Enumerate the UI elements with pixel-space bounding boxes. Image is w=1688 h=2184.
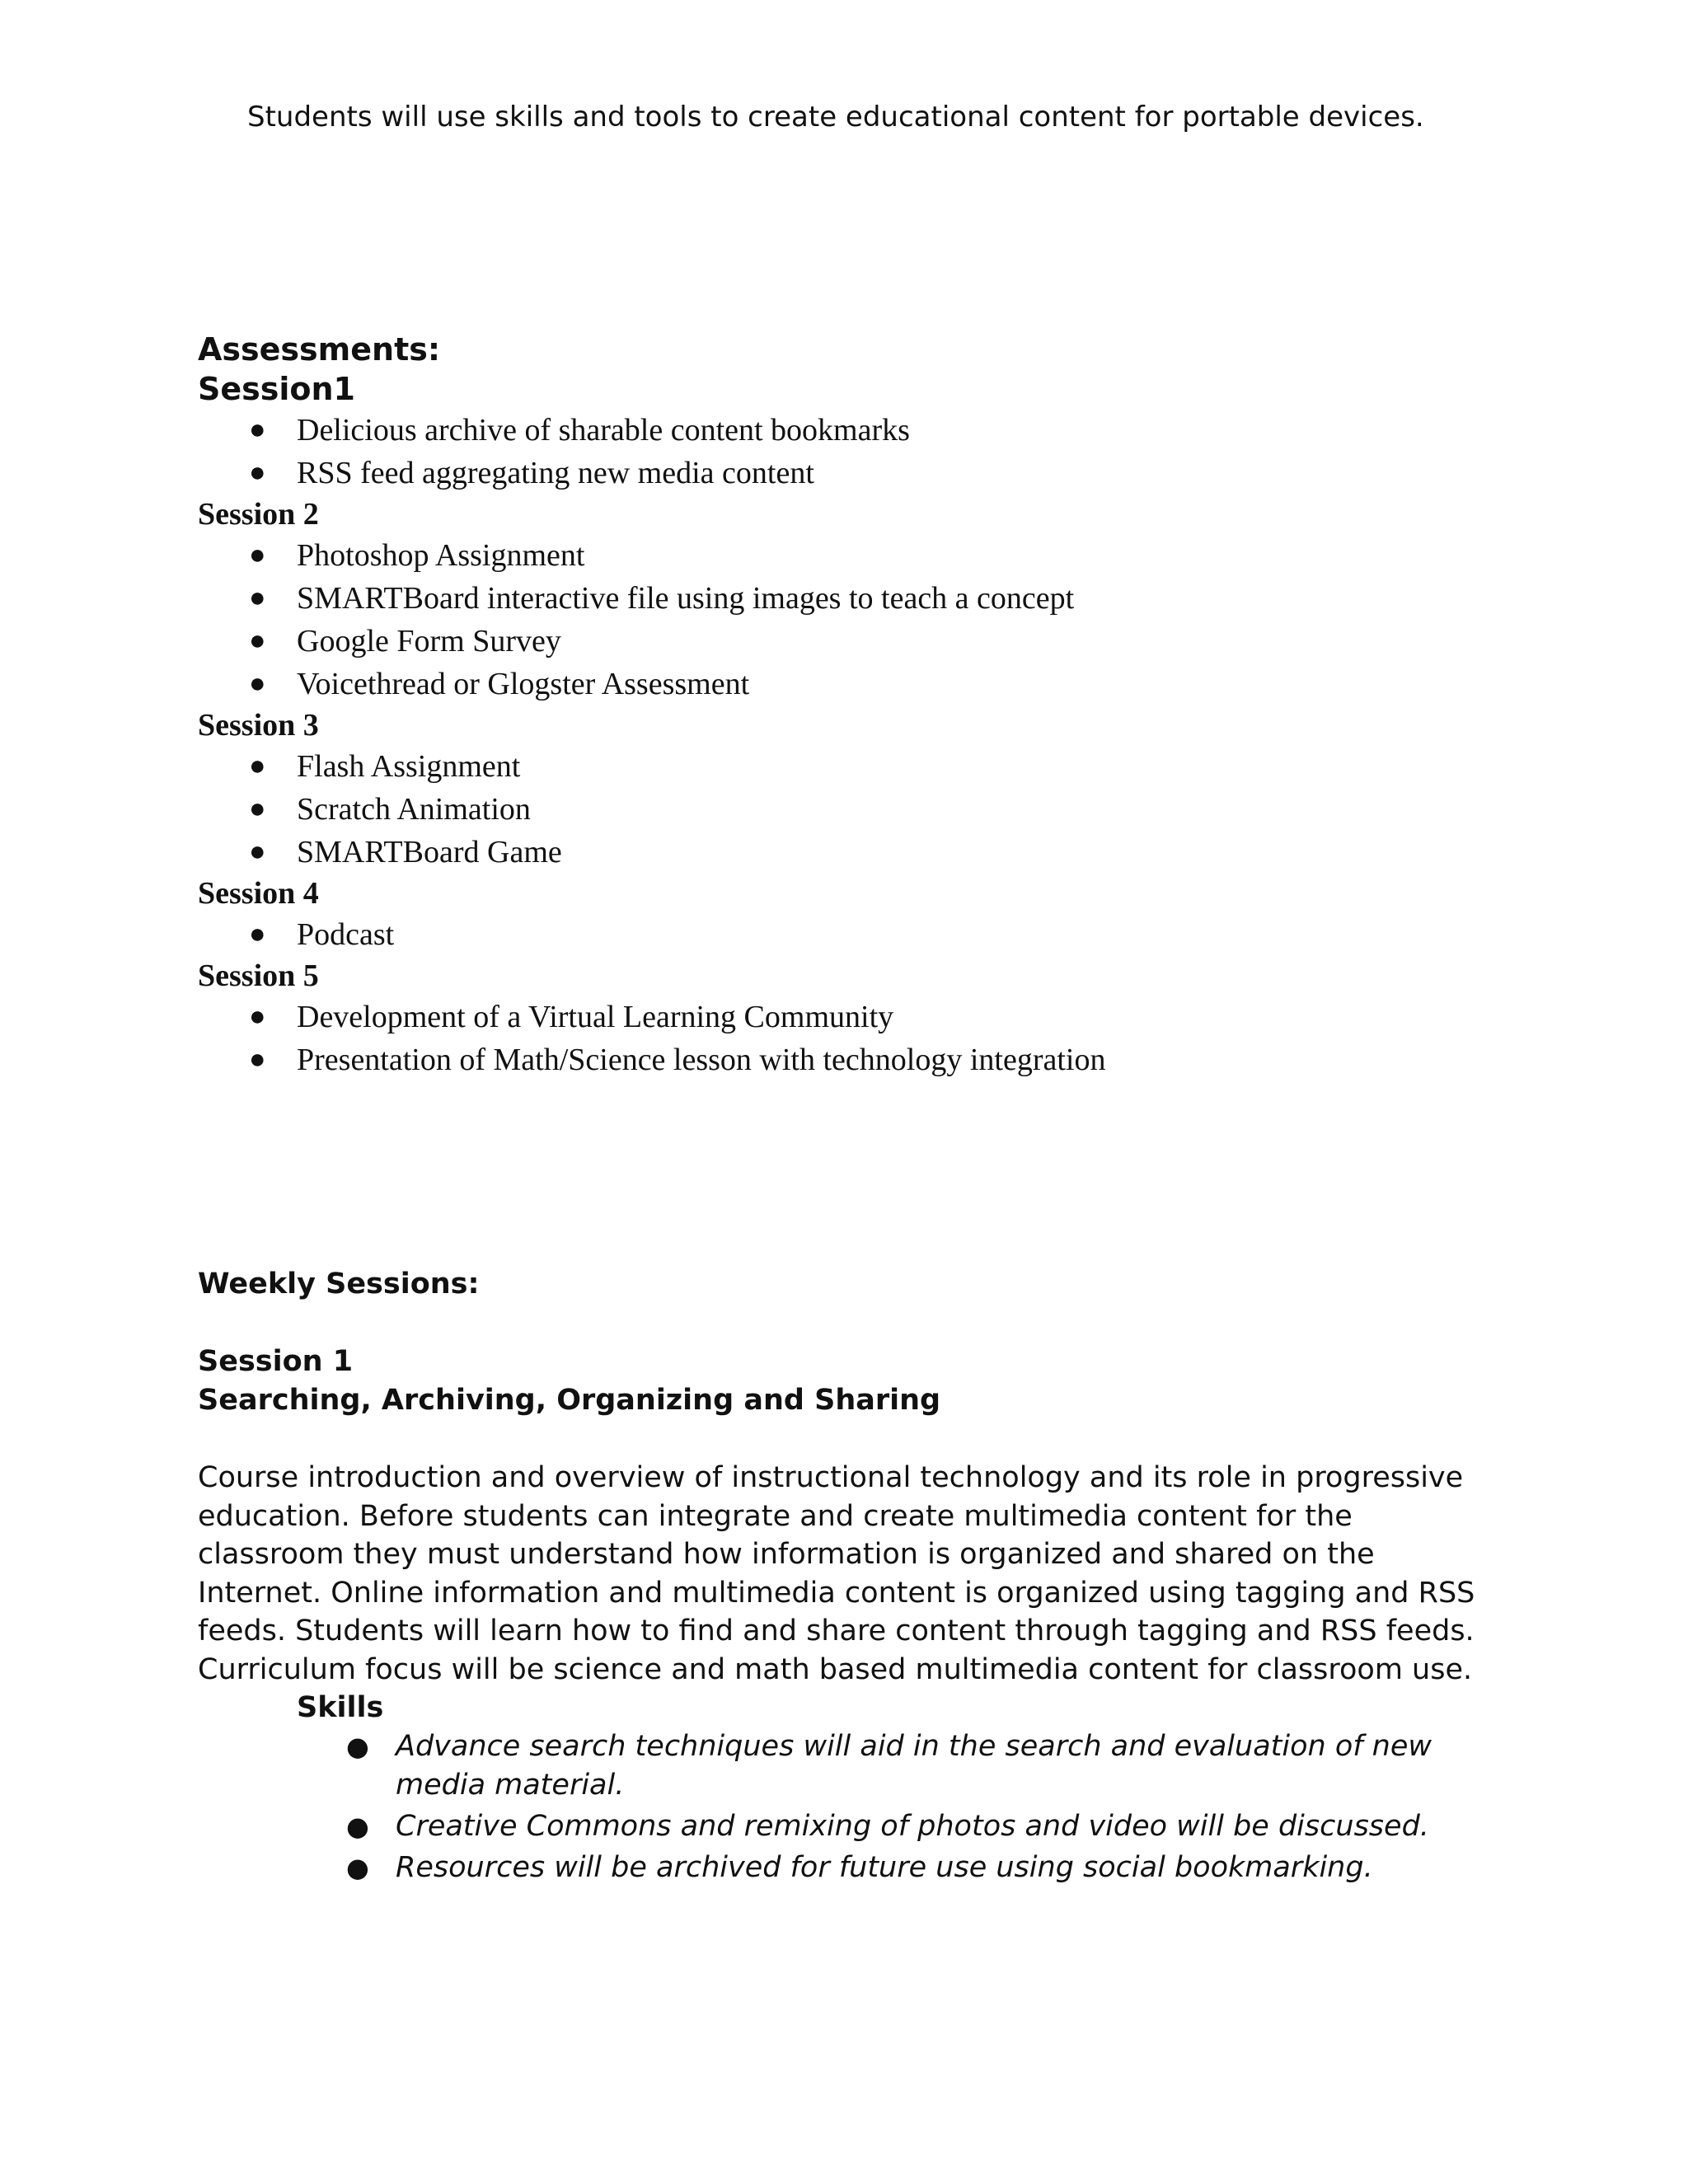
weekly-sessions-heading: Weekly Sessions: — [198, 1268, 480, 1301]
bullet-icon: ● — [249, 583, 266, 613]
list-item: ● Scratch Animation — [198, 788, 1599, 831]
bullet-icon: ● — [249, 540, 266, 570]
session-1-list — [198, 409, 1599, 494]
list-item: ● Voicethread or Glogster Assessment — [198, 663, 1599, 705]
list-item: ● Advance search techniques will aid in the search and evaluation of new media material. — [198, 1727, 1500, 1805]
bullet-icon: ● — [249, 457, 266, 488]
list-item: ● Flash Assignment — [198, 745, 1599, 788]
bullet-icon: ● — [249, 837, 266, 867]
bullet-icon: ● — [346, 1852, 369, 1883]
intro-text: Students will use skills and tools to create educational content for portable devices. — [247, 101, 1424, 134]
bullet-icon: ● — [249, 794, 266, 824]
weekly-sessions-section — [198, 1265, 1500, 1890]
bullet-icon: ● — [249, 919, 266, 949]
skills-list — [198, 1727, 1500, 1887]
list-item: ● Google Form Survey — [198, 620, 1599, 663]
session-description: Course introduction and overview of instructional technology and its role in progressive education. Before students can integrate and create multimedia content for the classroom they must understand how information is organized and shared on the Internet. Online information and multimedia content is organized using tagging and RSS feeds. Students will learn how to find and share content through tagging and RSS feeds. Curriculum focus will be science and math based multimedia content for classroom use. — [198, 1461, 1475, 1686]
list-item: ● Resources will be archived for future use using social bookmarking. — [198, 1849, 1500, 1887]
assessments-section — [198, 330, 1599, 1081]
bullet-icon: ● — [249, 626, 266, 656]
bullet-icon: ● — [346, 1811, 369, 1842]
list-item: ● RSS feed aggregating new media content — [198, 452, 1599, 494]
weekly-session-1-subtitle: Searching, Archiving, Organizing and Sharing — [198, 1384, 941, 1417]
bullet-icon: ● — [346, 1731, 369, 1762]
session-5-list — [198, 996, 1599, 1081]
session-4-list — [198, 913, 1599, 956]
list-item: ● Delicious archive of sharable content bookmarks — [198, 409, 1599, 452]
bullet-icon: ● — [249, 668, 266, 699]
list-item: ● Development of a Virtual Learning Community — [198, 996, 1599, 1038]
list-item: ● Podcast — [198, 913, 1599, 956]
bullet-icon: ● — [249, 751, 266, 781]
list-item: ● SMARTBoard interactive file using images to teach a concept — [198, 577, 1599, 620]
session-3-list — [198, 745, 1599, 874]
session-2-list — [198, 534, 1599, 705]
list-item: ● Photoshop Assignment — [198, 534, 1599, 577]
session-3-heading: Session 3 — [198, 708, 319, 743]
session-2-heading: Session 2 — [198, 497, 319, 532]
session-5-heading: Session 5 — [198, 958, 319, 993]
weekly-session-1-title: Session 1 — [198, 1345, 354, 1378]
bullet-icon: ● — [249, 415, 266, 445]
list-item: ● Creative Commons and remixing of photos and video will be discussed. — [198, 1807, 1500, 1846]
list-item: ● SMARTBoard Game — [198, 831, 1599, 874]
assessments-heading: Assessments: — [198, 331, 441, 368]
skills-heading: Skills — [297, 1691, 384, 1724]
bullet-icon: ● — [249, 1001, 266, 1032]
list-item: ● Presentation of Math/Science lesson with technology integration — [198, 1038, 1599, 1081]
session-4-heading: Session 4 — [198, 876, 319, 911]
session-1-heading: Session1 — [198, 371, 356, 407]
bullet-icon: ● — [249, 1044, 266, 1075]
